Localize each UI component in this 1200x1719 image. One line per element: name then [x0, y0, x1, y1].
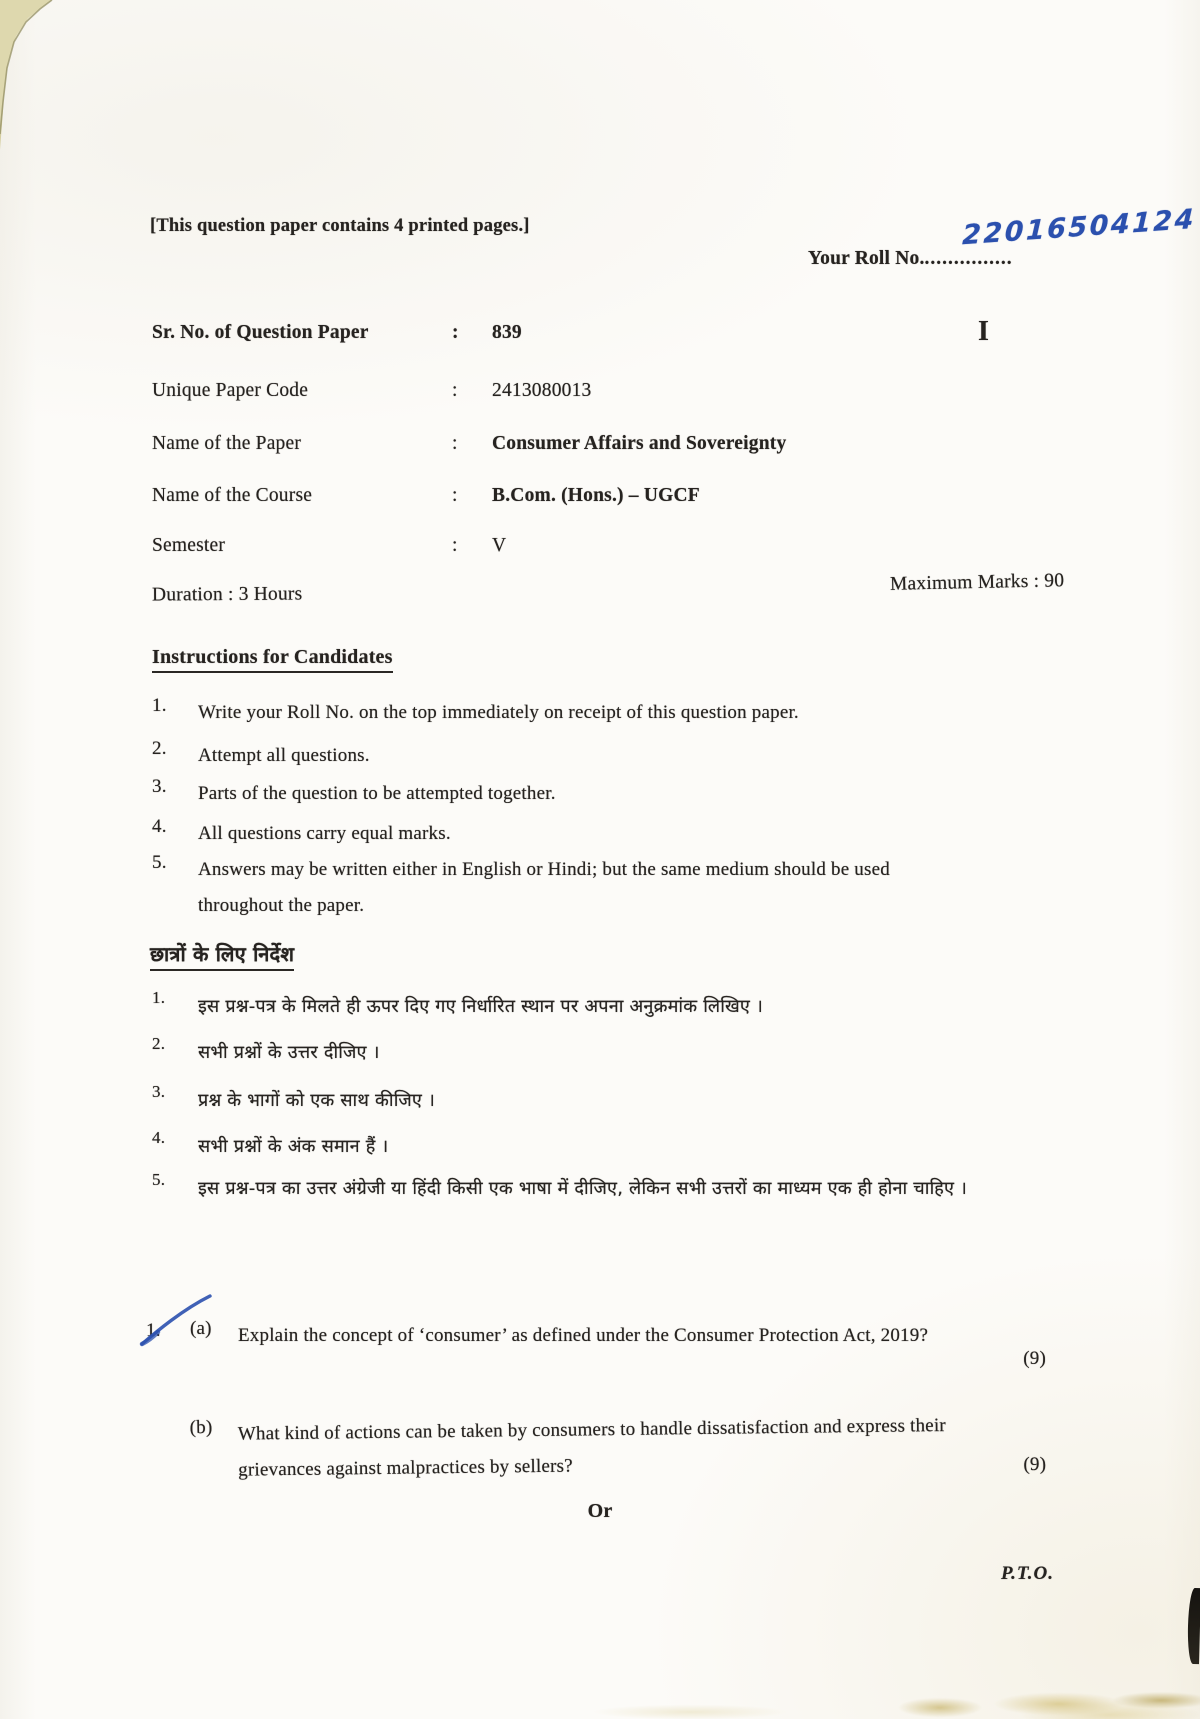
- item-number: 1.: [152, 988, 166, 1007]
- bottom-smudge-decoration: [560, 1700, 820, 1719]
- bottom-smudge-decoration: [872, 1686, 1200, 1719]
- item-text: इस प्रश्न-पत्र का उत्तर अंग्रेजी या हिंदी किसी एक भाषा में दीजिए, लेकिन सभी उत्तरों का माध्यम एक ही होना चाहिए ।: [198, 1178, 968, 1199]
- meta-label: Unique Paper Code: [152, 380, 309, 401]
- part-text: Explain the concept of ‘consumer’ as defined under the Consumer Protection Act, 2019?: [238, 1325, 929, 1346]
- item-number: 3.: [152, 776, 167, 797]
- item-number: 4.: [152, 1128, 166, 1147]
- item-text: All questions carry equal marks.: [198, 823, 451, 844]
- roll-number-dots: ...............: [924, 248, 1013, 269]
- instruction-item: [152, 1128, 1072, 1166]
- part-marks: (9): [1023, 1348, 1046, 1369]
- roll-number-line: [808, 248, 1013, 270]
- item-text: इस प्रश्न-पत्र के मिलते ही ऊपर दिए गए निर्धारित स्थान पर अपना अनुक्रमांक लिखिए ।: [198, 996, 763, 1017]
- part-marks: (9): [1023, 1453, 1047, 1475]
- item-number: 5.: [152, 1170, 166, 1189]
- meta-colon: :: [452, 485, 458, 506]
- instructions-hi-heading: [150, 940, 294, 971]
- item-number: 4.: [152, 816, 167, 837]
- part-label: (b): [189, 1416, 213, 1439]
- part-text: What kind of actions can be taken by consumers to handle dissatisfaction and express their grievances against malpractices by sellers?: [237, 1414, 947, 1482]
- item-text: Attempt all questions.: [198, 745, 370, 766]
- instruction-item: [152, 738, 1052, 774]
- item-text: सभी प्रश्नों के उत्तर दीजिए ।: [198, 1042, 380, 1063]
- meta-colon: :: [452, 322, 459, 343]
- meta-value: Consumer Affairs and Sovereignty: [492, 433, 787, 454]
- item-text: Answers may be written either in English or Hindi; but the same medium should be used throughout the paper.: [198, 859, 890, 917]
- instruction-item: [152, 1034, 1072, 1072]
- meta-label: Semester: [152, 535, 226, 556]
- question-number: 1.: [146, 1320, 161, 1341]
- item-number: 2.: [152, 738, 167, 759]
- meta-colon: :: [452, 535, 458, 556]
- item-text: प्रश्न के भागों को एक साथ कीजिए ।: [198, 1090, 436, 1111]
- part-label: (a): [190, 1318, 212, 1339]
- instruction-item: [152, 1170, 1072, 1208]
- roll-number-label: Your Roll No.: [808, 248, 925, 269]
- instruction-item: [152, 695, 1052, 731]
- page-roman-numeral: I: [978, 316, 990, 347]
- meta-colon: :: [452, 380, 458, 401]
- item-text: Write your Roll No. on the top immediately on receipt of this question paper.: [198, 702, 799, 723]
- meta-label: Name of the Paper: [152, 433, 302, 454]
- item-number: 1.: [152, 695, 167, 716]
- question-part-a: [190, 1318, 1046, 1369]
- instruction-item: [152, 988, 1072, 1026]
- meta-label: Sr. No. of Question Paper: [152, 322, 369, 343]
- meta-value: 2413080013: [492, 380, 592, 401]
- item-text: सभी प्रश्नों के अंक समान हैं ।: [198, 1136, 389, 1157]
- meta-label: Name of the Course: [152, 485, 313, 506]
- meta-value: V: [492, 535, 507, 556]
- max-marks-text: Maximum Marks : 90: [889, 570, 1065, 595]
- duration-text: Duration : 3 Hours: [151, 583, 303, 606]
- item-number: 2.: [152, 1034, 166, 1053]
- page-count-note: [This question paper contains 4 printed pages.]: [150, 216, 530, 236]
- or-separator: Or: [587, 1500, 613, 1522]
- instruction-item: [152, 816, 1052, 852]
- instruction-item: [152, 776, 1052, 812]
- instructions-en-heading-text: Instructions for Candidates: [152, 646, 393, 673]
- instruction-item: [152, 1082, 1072, 1120]
- meta-value: B.Com. (Hons.) – UGCF: [492, 485, 700, 506]
- meta-value: 839: [492, 322, 522, 343]
- instruction-item: [152, 852, 1032, 924]
- edge-mark-decoration: [1187, 1588, 1200, 1664]
- item-number: 3.: [152, 1082, 166, 1101]
- torn-corner-decoration: [0, 0, 64, 150]
- handwritten-roll-number: 22016504124: [961, 203, 1197, 252]
- instructions-en-heading: [152, 646, 393, 673]
- meta-colon: :: [452, 433, 458, 454]
- item-text: Parts of the question to be attempted together.: [198, 783, 556, 804]
- pto-label: P.T.O.: [1001, 1563, 1054, 1584]
- question-part-b: [190, 1407, 1047, 1490]
- instructions-hi-heading-text: छात्रों के लिए निर्देश: [150, 940, 294, 971]
- item-number: 5.: [152, 852, 167, 873]
